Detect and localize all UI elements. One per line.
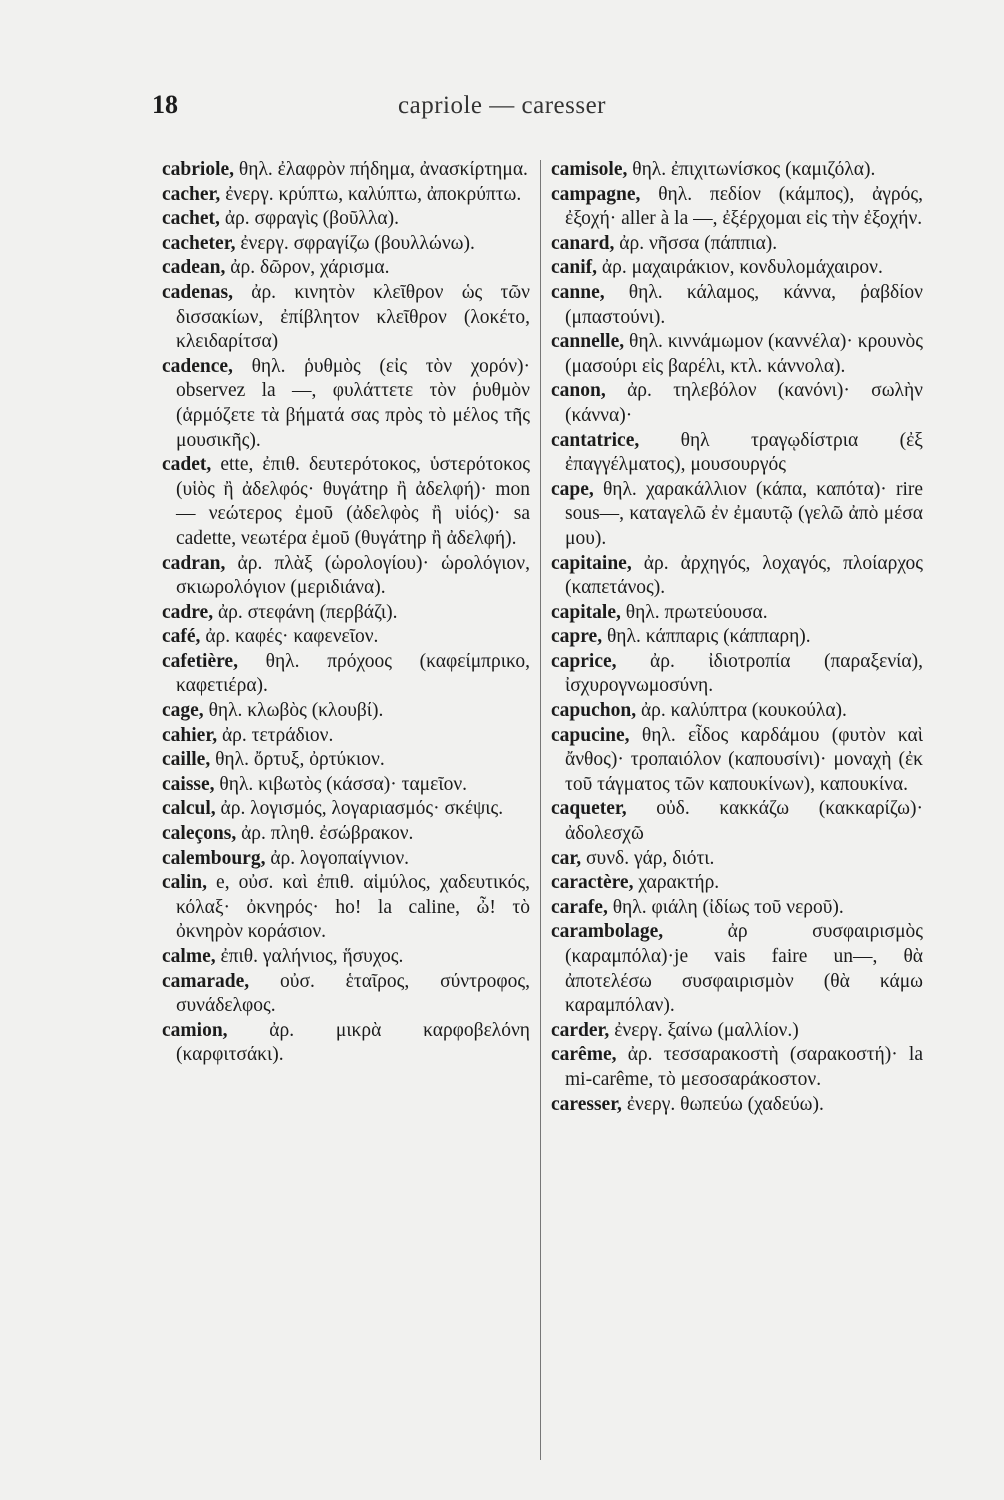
entry-headword: cape, [551,478,594,500]
entry-headword: caractère, [551,872,634,894]
entry-headword: caille, [162,749,211,771]
dictionary-entry [162,797,530,822]
dictionary-entry [551,478,923,552]
entry-headword: cadenas, [162,281,233,303]
entry-headword: cadence, [162,355,233,377]
entry-definition: ἐνεργ. κρύπτω, καλύπτω, ἀποκρύπτω. [225,183,522,205]
dictionary-entry [551,847,923,872]
dictionary-entry [162,650,530,699]
entry-definition: ἀρ. δῶρον, χάρισμα. [230,257,390,279]
entry-headword: capre, [551,626,603,648]
entry-headword: cage, [162,700,204,722]
dictionary-entry [551,158,923,183]
entry-definition: ἀρ συσφαιρισμὸς (καραμπόλα)·je vais faire un—, θὰ ἀποτελέσω συσφαιρισμὸν (θὰ κάμω καραμπόλαν). [565,921,923,1017]
entry-headword: capucine, [551,724,630,746]
entry-definition: ἐνεργ. σφραγίζω (βουλλώνω). [240,232,475,254]
entry-definition: θηλ. πρόχοος (καφείμπρικο, καφετιέρα). [176,650,531,697]
entry-definition: ἀρ. λογισμός, λογαριασμός· σκέψις. [220,798,504,820]
dictionary-entry [551,699,923,724]
entry-definition: θηλ. ὄρτυξ, ὀρτύκιον. [215,749,385,771]
dictionary-entry [551,1043,923,1092]
entry-definition: ἀρ. νῆσσα (πάππια). [619,232,778,254]
dictionary-entry [551,281,923,330]
entry-definition: θηλ. κάλαμος, κάννα, ῥαβδίον (μπαστούνι). [565,281,923,328]
entry-definition: θηλ. κιβωτὸς (κάσσα)· ταμεῖον. [219,773,468,795]
entry-definition: θηλ. ἐλαφρὸν πήδημα, ἀνασκίρτημα. [238,159,528,180]
entry-definition: ἀρ. μικρὰ καρφοβελόνη (καρφιτσάκι). [176,1019,531,1066]
entry-definition: ἀρ. πληθ. ἐσώβρακον. [241,823,414,845]
dictionary-entry [162,355,530,453]
entry-definition: e, οὐσ. καὶ ἐπιθ. αἱμύλος, χαδευτικός, κόλαξ· ὀκνηρός· ho! la caline, ὦ! τὸ ὀκνηρὸν κοράσιον. [176,872,530,943]
entry-headword: calcul, [162,798,216,820]
entry-definition: συνδ. γάρ, διότι. [586,847,715,869]
entry-headword: cabriole, [162,159,235,180]
entry-definition: ἀρ. μαχαιράκιον, κονδυλομάχαιρον. [601,257,883,279]
entry-headword: caqueter, [551,798,627,820]
entry-headword: camarade, [162,970,250,992]
dictionary-entry [162,945,530,970]
entry-definition: ἐνεργ. ξαίνω (μαλλίον.) [614,1019,799,1041]
entry-definition: θηλ. φιάλη (ἰδίως τοῦ νεροῦ). [612,896,844,918]
entry-definition: θηλ. χαρακάλλιον (κάπα, καπότα)· rire sous—, καταγελῶ ἐν ἐμαυτῷ (γελῶ ἀπὸ μέσα μου). [565,478,924,549]
entry-headword: capitale, [551,601,621,623]
dictionary-entry [162,281,530,355]
dictionary-entry [162,207,530,232]
entry-definition: ἀρ. καλύπτρα (κουκούλα). [640,700,847,722]
entry-headword: cantatrice, [551,429,640,451]
column-divider [540,160,541,1460]
dictionary-entry [162,871,530,945]
entry-headword: carême, [551,1044,617,1066]
dictionary-entry [162,625,530,650]
entry-headword: canon, [551,380,606,402]
dictionary-entry [162,158,530,183]
dictionary-entry [162,232,530,257]
entry-headword: caleçons, [162,823,237,845]
entry-definition: ἀρ. τηλεβόλον (κανόνι)· σωλὴν (κάννα)· [565,380,924,426]
entry-definition: οὐσ. ἑταῖρος, σύντροφος, συνάδελφος. [176,970,531,1017]
entry-definition: θηλ. πρωτεύουσα. [625,601,768,623]
entry-definition: θηλ. ῥυθμὸς (εἰς τὸν χορόν)· observez la —, φυλάττετε τὸν ῥυθμὸν (ἁρμόζετε τὰ βήματά σας πρὸς τὸ μέλος τῆς μουσικῆς). [176,355,531,451]
dictionary-entry [162,453,530,551]
entry-headword: cachet, [162,208,220,230]
dictionary-entry [162,748,530,773]
dictionary-entry [162,724,530,749]
entry-headword: cacheter, [162,232,236,254]
entry-headword: cadean, [162,257,226,279]
entry-definition: θηλ. εἶδος καρδάμου (φυτὸν καὶ ἄνθος)· τροπαιόλον (καπουσίνι)· μοναχὴ (ἐκ τοῦ τάγματος τῶν καπουκίνων), καπουκίνα. [565,724,923,795]
entry-definition: ἀρ. λογοπαίγνιον. [270,847,410,869]
entry-definition: θηλ. κλωβὸς (κλουβί). [208,700,384,722]
entry-definition: ἀρ. κινητὸν κλεῖθρον ὡς τῶν δισσακίων, ἐπίβλητον κλεῖθρον (λοκέτο, κλειδαρίτσα) [176,281,530,353]
entry-definition: ἀρ. στεφάνη (περβάζι). [217,601,398,623]
page-number: 18 [152,90,178,119]
entry-headword: canif, [551,257,598,279]
entry-definition: οὐδ. κακκάζω (κακκαρίζω)· ἀδολεσχῶ [565,798,923,845]
left-column [162,158,530,1068]
entry-definition: χαρακτήρ. [638,872,720,894]
dictionary-entry [551,797,923,846]
entry-headword: café, [162,626,201,648]
entry-definition: ἀρ. τετράδιον. [221,724,334,746]
dictionary-entry [551,625,923,650]
dictionary-entry [162,970,530,1019]
entry-definition: ἐνεργ. θωπεύω (χαδεύω). [626,1093,824,1115]
entry-definition: ἀρ. σφραγὶς (βοῦλλα). [224,208,399,230]
entry-definition: θηλ. ἐπιχιτωνίσκος (καμιζόλα). [632,159,876,180]
entry-headword: camisole, [551,159,628,180]
entry-headword: cannelle, [551,331,625,353]
dictionary-entry [551,1093,923,1118]
dictionary-entry [162,183,530,208]
entry-headword: cafetière, [162,650,238,672]
entry-headword: carambolage, [551,921,664,943]
running-head: capriole — caresser [398,92,606,119]
entry-headword: canard, [551,232,615,254]
entry-definition: ette, ἐπιθ. δευτερότοκος, ὑστερότοκος (υἱὸς ἢ ἀδελφός· θυγάτηρ ἢ ἀδελφή)· mon — νεώτερος ἐμοῦ (ἀδελφὸς ἢ υἱός)· sa cadette, νεωτέρα ἐμοῦ (θυγάτηρ ἢ ἀδελφή). [176,454,531,549]
dictionary-entry [551,379,923,428]
entry-headword: car, [551,847,582,869]
dictionary-entry [551,232,923,257]
entry-headword: cadre, [162,601,214,623]
entry-definition: θηλ. πεδίον (κάμπος), ἀγρός, ἐξοχή· aller à la —, ἐξέρχομαι εἰς τὴν ἐξοχήν. [565,183,923,230]
dictionary-entry [551,724,923,798]
entry-headword: cadet, [162,454,212,476]
entry-definition: ἀρ. πλὰξ (ὡρολογίου)· ὡρολόγιον, σκιωρολόγιον (μεριδιάνα). [176,552,530,599]
dictionary-entry [551,330,923,379]
dictionary-entry [551,650,923,699]
entry-headword: cacher, [162,183,221,205]
entry-definition: ἀρ. τεσσαρακοστὴ (σαρακοστή)· la mi-carême, τὸ μεσοσαράκοστον. [565,1044,924,1090]
entry-definition: ἀρ. ἰδιοτροπία (παραξενία), ἰσχυρογνωμοσύνη. [565,650,924,697]
entry-headword: caprice, [551,650,617,672]
entry-definition: θηλ. κιννάμωμον (καννέλα)· κρουνὸς (μασούρι εἰς βαρέλι, κτλ. κάννολα). [565,331,923,377]
entry-headword: cahier, [162,724,218,746]
entry-definition: θηλ τραγῳδίστρια (ἐξ ἐπαγγέλματος), μουσουργός [565,429,923,476]
entry-headword: carafe, [551,896,608,918]
entry-headword: calin, [162,872,207,894]
dictionary-entry [551,871,923,896]
dictionary-entry [551,183,923,232]
entry-headword: calembourg, [162,847,266,869]
entry-headword: cadran, [162,552,226,574]
entry-definition: ἀρ. ἀρχηγός, λοχαγός, πλοίαρχος (καπετάνος). [565,552,924,599]
entry-definition: θηλ. κάππαρις (κάππαρη). [606,626,811,648]
entry-definition: ἐπιθ. γαλήνιος, ἥσυχος. [220,946,404,967]
entry-headword: carder, [551,1019,610,1041]
dictionary-entry [162,773,530,798]
entry-headword: calme, [162,946,216,967]
dictionary-entry [551,920,923,1018]
dictionary-entry [551,896,923,921]
dictionary-entry [551,1019,923,1044]
dictionary-entry [551,429,923,478]
entry-headword: campagne, [551,183,641,205]
entry-headword: caresser, [551,1093,622,1115]
dictionary-entry [162,822,530,847]
dictionary-entry [162,1019,530,1068]
entry-headword: capuchon, [551,700,637,722]
entry-headword: canne, [551,281,605,303]
entry-headword: capitaine, [551,552,632,574]
dictionary-entry [162,256,530,281]
right-column [551,158,923,1117]
dictionary-entry [162,699,530,724]
dictionary-entry [162,601,530,626]
dictionary-entry [551,256,923,281]
dictionary-entry [162,552,530,601]
dictionary-entry [551,601,923,626]
entry-headword: camion, [162,1019,228,1041]
entry-definition: ἀρ. καφές· καφενεῖον. [205,626,379,648]
dictionary-entry [162,847,530,872]
dictionary-entry [551,552,923,601]
entry-headword: caisse, [162,773,215,795]
